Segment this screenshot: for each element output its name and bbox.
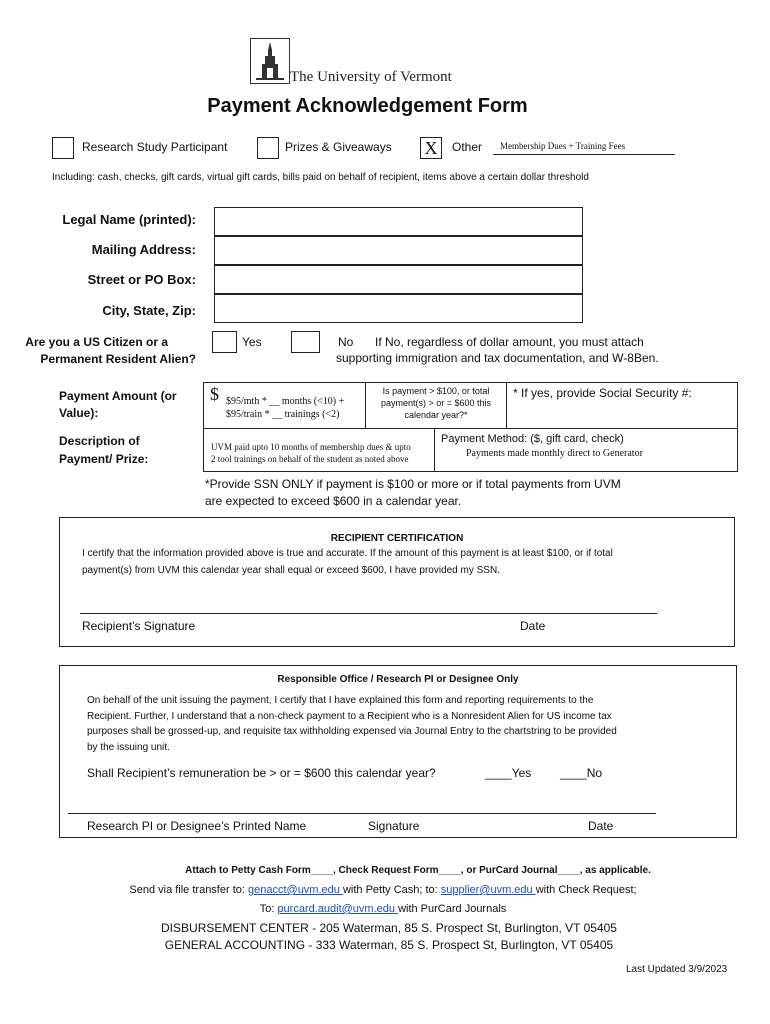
description-value-2: 2 tool trainings on behalf of the student as noted above <box>211 454 409 464</box>
form-title: Payment Acknowledgement Form <box>207 95 528 117</box>
last-updated: Last Updated 3/9/2023 <box>626 964 728 975</box>
research-participant-label: Research Study Participant <box>82 140 228 154</box>
remuneration-question: Shall Recipient’s remuneration be > or = $600 this calendar year? <box>87 766 436 780</box>
pi-signature-label: Signature <box>368 819 420 833</box>
recipient-signature-label: Recipient’s Signature <box>82 619 196 633</box>
university-name: The University of Vermont <box>290 69 452 85</box>
payment-method-cell[interactable] <box>434 428 738 472</box>
amount-formula-1: $95/mth * __ months (<10) + <box>226 396 345 407</box>
citizen-no-note-1: If No, regardless of dollar amount, you must attach <box>375 335 644 349</box>
recipient-certification-title: RECIPIENT CERTIFICATION <box>330 533 464 544</box>
description-value-1: UVM paid upto 10 months of membership dues & upto <box>211 442 411 452</box>
remuneration-yes-option[interactable]: ____Yes <box>485 766 532 780</box>
payment-amount-cell[interactable] <box>203 382 366 429</box>
genacct-email-link[interactable]: genacct@uvm.edu <box>248 884 343 896</box>
threshold-question-2: payment(s) > or = $600 this <box>380 398 492 408</box>
threshold-question-1: Is payment > $100, or total <box>382 386 490 396</box>
recipient-date-label: Date <box>520 619 546 633</box>
accounting-address: GENERAL ACCOUNTING - 333 Waterman, 85 S. Prospect St, Burlington, VT 05405 <box>164 938 614 952</box>
citizen-yes-checkbox[interactable] <box>212 331 237 353</box>
city-state-zip-field[interactable] <box>214 294 583 323</box>
mailing-address-label: Mailing Address: <box>91 242 196 257</box>
send-mid: with Petty Cash; to: <box>342 884 441 896</box>
other-value-field[interactable]: Membership Dues + Training Fees <box>493 140 675 155</box>
including-note: Including: cash, checks, gift cards, virtual gift cards, bills paid on behalf of recipient, items above a certain dollar threshold <box>52 172 589 183</box>
purcard-email-link[interactable]: purcard.audit@uvm.edu <box>277 903 399 915</box>
legal-name-label: Legal Name (printed): <box>62 212 196 227</box>
citizen-question-line-2: Permanent Resident Alien? <box>40 352 196 366</box>
dollar-sign: $ <box>210 384 219 404</box>
prizes-giveaways-label: Prizes & Giveaways <box>285 140 392 154</box>
responsible-office-title: Responsible Office / Research PI or Designee Only <box>277 674 519 685</box>
university-logo <box>250 38 290 84</box>
office-text-3: purposes shall be grossed-up, and requisite tax withholding expensed via Journal Entry to the chartstring to be provided <box>87 726 617 737</box>
ssn-label: * If yes, provide Social Security #: <box>513 386 692 400</box>
legal-name-field[interactable] <box>214 207 583 236</box>
amount-formula-2: $95/train * __ trainings (<2) <box>226 409 340 420</box>
to-suffix: with PurCard Journals <box>398 903 507 915</box>
prizes-giveaways-checkbox[interactable] <box>257 137 279 159</box>
mailing-address-field[interactable] <box>214 236 583 265</box>
supplier-email-link[interactable]: supplier@uvm.edu <box>440 884 536 896</box>
ssn-cell[interactable] <box>506 382 738 429</box>
disbursement-address: DISBURSEMENT CENTER - 205 Waterman, 85 S. Prospect St, Burlington, VT 05405 <box>161 921 617 935</box>
citizen-no-checkbox[interactable] <box>291 331 320 353</box>
pi-printed-name-label: Research PI or Designee’s Printed Name <box>87 819 307 833</box>
citizen-yes-label: Yes <box>242 335 262 349</box>
attach-instruction: Attach to Petty Cash Form____, Check Request Form____, or PurCard Journal____, as applicable. <box>185 865 651 876</box>
description-label-2: Payment/ Prize: <box>59 452 149 466</box>
pi-date-label: Date <box>588 819 614 833</box>
send-prefix: Send via file transfer to: <box>129 884 248 896</box>
to-prefix: To: <box>259 903 278 915</box>
street-field[interactable] <box>214 265 583 294</box>
office-text-1: On behalf of the unit issuing the payment, I certify that I have explained this form and reporting requirements to the <box>87 695 594 706</box>
send-instruction <box>0 884 766 896</box>
citizen-no-note-2: supporting immigration and tax documentation, and W-8Ben. <box>336 351 659 365</box>
other-label: Other <box>452 140 483 154</box>
other-checkbox[interactable]: X <box>420 137 442 159</box>
payment-method-label: Payment Method: ($, gift card, check) <box>441 433 624 445</box>
street-label: Street or PO Box: <box>87 272 196 287</box>
description-cell[interactable] <box>203 428 435 472</box>
description-label-1: Description of <box>59 434 140 448</box>
citizen-no-label: No <box>338 335 354 349</box>
threshold-question-cell <box>365 382 507 429</box>
purcard-instruction <box>0 903 766 915</box>
office-text-2: Recipient. Further, I understand that a non-check payment to a Recipient who is a Nonresident Alien for US income tax <box>87 711 612 722</box>
payment-method-value: Payments made monthly direct to Generator <box>466 448 643 459</box>
office-signature-line[interactable] <box>68 813 656 814</box>
city-state-zip-label: City, State, Zip: <box>102 303 196 318</box>
send-suffix: with Check Request; <box>535 884 637 896</box>
citizen-question-line-1: Are you a US Citizen or a <box>25 335 168 349</box>
university-seal-icon <box>250 38 290 84</box>
remuneration-no-option[interactable]: ____No <box>560 766 603 780</box>
ssn-note-1: *Provide SSN ONLY if payment is $100 or more or if total payments from UVM <box>205 477 621 491</box>
certification-text-2: payment(s) from UVM this calendar year shall equal or exceed $600, I have provided my SSN. <box>82 565 500 576</box>
recipient-signature-line[interactable] <box>80 613 657 614</box>
office-text-4: by the issuing unit. <box>87 742 170 753</box>
ssn-note-2: are expected to exceed $600 in a calendar year. <box>205 494 462 508</box>
threshold-question-3: calendar year?* <box>404 410 468 420</box>
certification-text-1: I certify that the information provided above is true and accurate. If the amount of this payment is at least $100, or if total <box>82 548 613 559</box>
research-participant-checkbox[interactable] <box>52 137 74 159</box>
payment-amount-label-1: Payment Amount (or <box>59 389 177 403</box>
payment-amount-label-2: Value): <box>59 406 99 420</box>
